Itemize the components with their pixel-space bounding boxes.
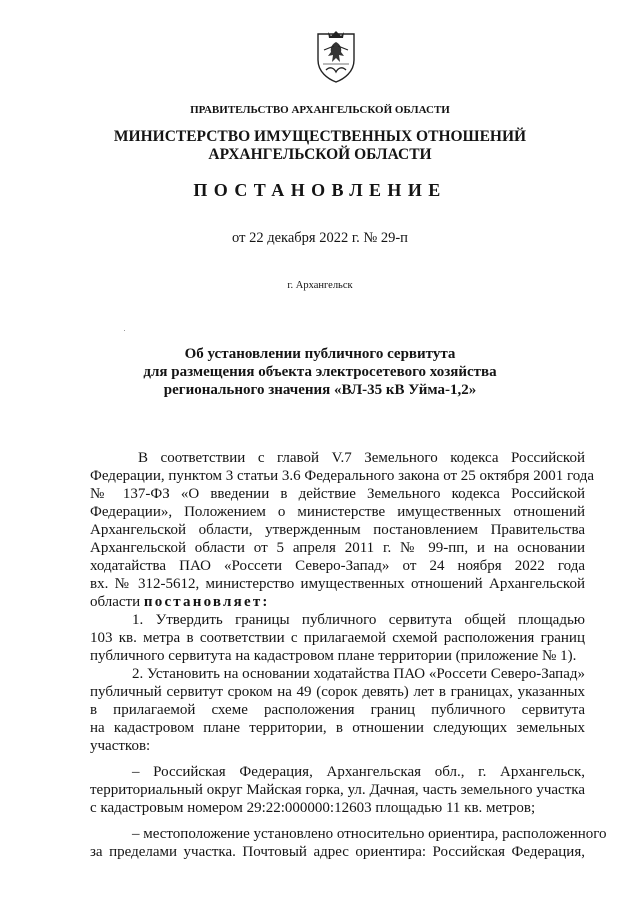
ministry-name	[0, 128, 640, 164]
body-line: ходатайства ПАО «Россети Северо-Запад» от 24 ноября 2022 года	[90, 558, 585, 574]
document-type-title: ПОСТАНОВЛЕНИЕ	[193, 180, 447, 200]
scan-speck	[124, 330, 125, 331]
item2-line: в прилагаемой схеме расположения границ публичного сервитута	[90, 702, 585, 718]
body-line: В соответствии с главой V.7 Земельного кодекса Российской	[138, 450, 585, 466]
ministry-name-line1: МИНИСТЕРСТВО ИМУЩЕСТВЕННЫХ ОТНОШЕНИЙ	[113, 128, 527, 145]
item1-line: 1. Утвердить границы публичного сервитута общей площадью	[132, 612, 585, 628]
bullet2-line: за пределами участка. Почтовый адрес ориентира: Российская Федерация,	[90, 844, 585, 860]
item2-line: участков:	[90, 738, 151, 754]
body-line: № 137-ФЗ «О введении в действие Земельного кодекса Российской	[90, 486, 585, 502]
date-and-number: от 22 декабря 2022 г. № 29-п	[232, 230, 408, 246]
item2-line: 2. Установить на основании ходатайства ПАО «Россети Северо-Запад»	[132, 666, 585, 682]
bullet1-line: – Российская Федерация, Архангельская обл., г. Архангельск,	[132, 764, 585, 780]
ministry-name-line2: АРХАНГЕЛЬСКОЙ ОБЛАСТИ	[208, 146, 432, 163]
subject-line: Об установлении публичного сервитута	[184, 346, 456, 362]
item2-line: на кадастровом плане территории, в отношении следующих земельных	[90, 720, 585, 736]
bullet2-line: – местоположение установлено относительно ориентира, расположенного	[132, 826, 607, 842]
item1-line: публичного сервитута на кадастровом плане территории (приложение № 1).	[90, 648, 577, 664]
coat-of-arms-emblem	[314, 30, 358, 84]
subject-line: регионального значения «ВЛ-35 кВ Уйма-1,2»	[163, 382, 477, 398]
body-line: Архангельской области от 5 апреля 2011 г. № 99-пп, и на основании	[90, 540, 585, 556]
government-name: ПРАВИТЕЛЬСТВО АРХАНГЕЛЬСКОЙ ОБЛАСТИ	[190, 104, 450, 116]
item2-line: публичный сервитут сроком на 49 (сорок девять) лет в границах, указанных	[90, 684, 585, 700]
body-line: вх. № 312-5612, министерство имущественных отношений Архангельской	[90, 576, 585, 592]
subject-line: для размещения объекта электросетевого хозяйства	[143, 364, 497, 380]
body-line	[90, 593, 585, 611]
body-line: Федерации, пунктом 3 статьи 3.6 Федерального закона от 25 октября 2001 года	[90, 468, 595, 484]
city: г. Архангельск	[287, 280, 353, 291]
bullet1-line: территориальный округ Майская горка, ул. Дачная, часть земельного участка	[90, 782, 585, 798]
subject-heading	[0, 345, 640, 399]
decree-word: постановляет:	[143, 594, 270, 610]
body-line: Архангельской области, утвержденным постановлением Правительства	[90, 522, 585, 538]
bullet1-line: с кадастровым номером 29:22:000000:12603 площадью 11 кв. метров;	[90, 800, 536, 816]
preamble-end: области	[90, 594, 141, 610]
body-line: Федерации», Положением о министерстве имущественных отношений	[90, 504, 585, 520]
item1-line: 103 кв. метра в соответствии с прилагаемой схемой расположения границ	[90, 630, 585, 646]
